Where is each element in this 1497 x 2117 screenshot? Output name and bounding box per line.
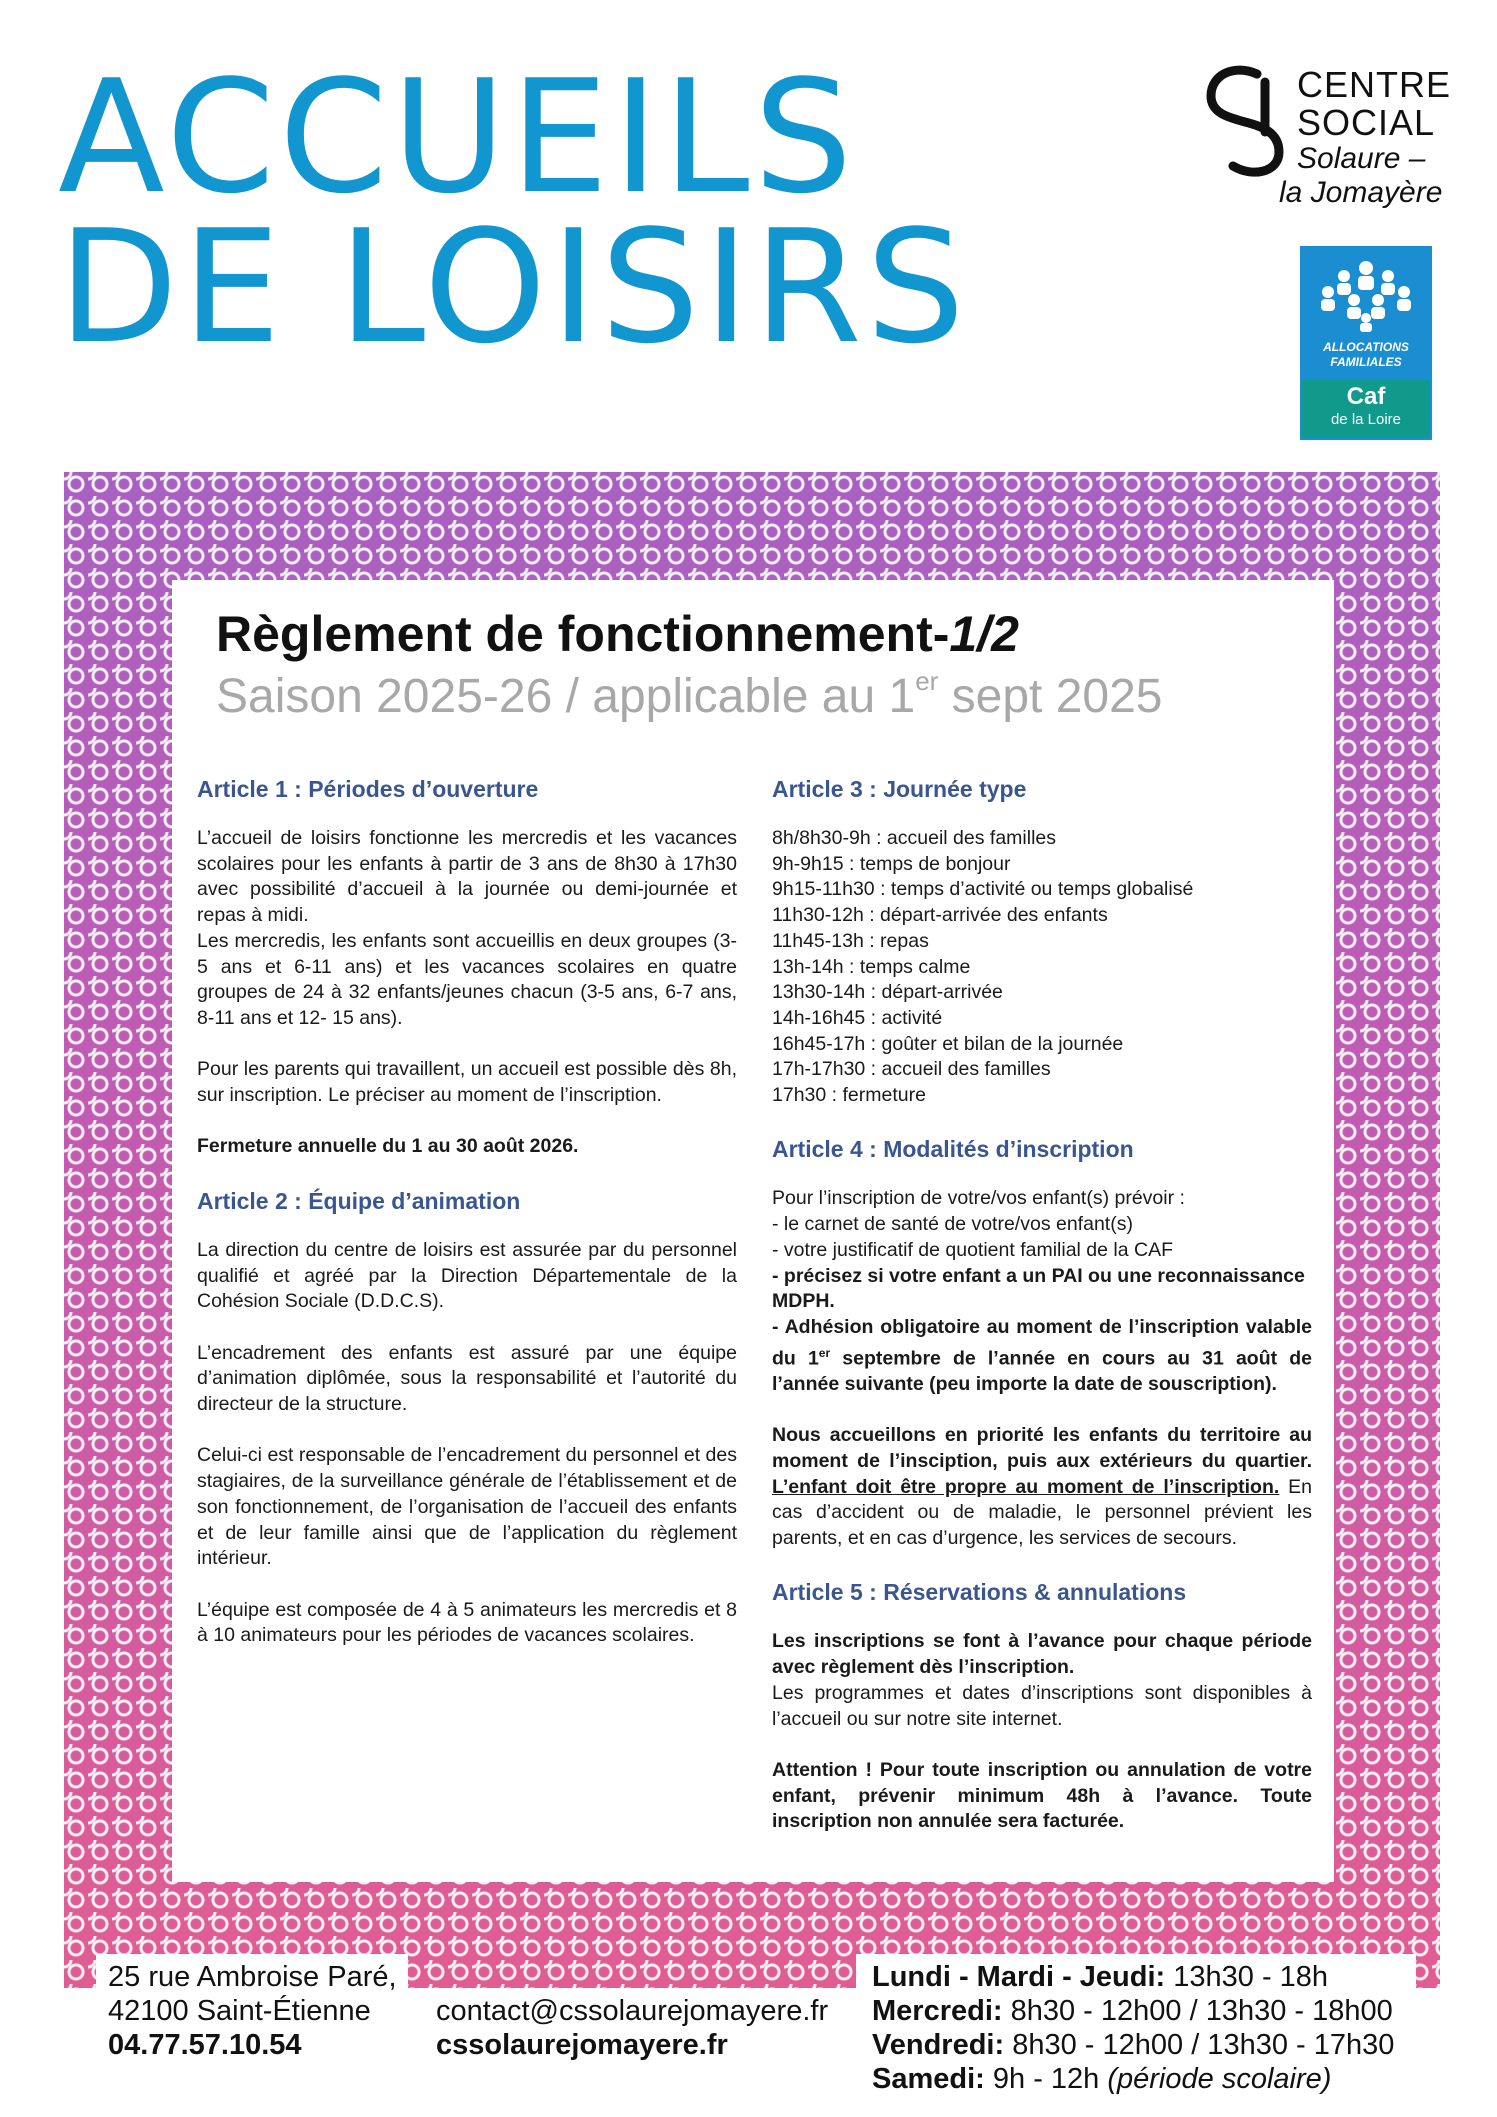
article1-heading: Article 1 : Périodes d’ouverture bbox=[197, 776, 539, 802]
document-subtitle bbox=[216, 668, 1163, 726]
cs-monogram-icon bbox=[1205, 62, 1285, 177]
logo-line-solaure: Solaure – bbox=[1297, 142, 1426, 175]
article5-p1 bbox=[772, 1629, 1312, 1732]
article4-list bbox=[772, 1186, 1312, 1397]
article1-p3: Pour les parents qui travaillent, un accueil est possible dès 8h, sur inscription. Le préciser au moment de l’inscription. bbox=[197, 1058, 737, 1107]
schedule-item: 9h-9h15 : temps de bonjour bbox=[772, 852, 1011, 875]
schedule-item: 9h15-11h30 : temps d’activité ou temps globalisé bbox=[772, 878, 1194, 901]
schedule-item: 17h-17h30 : accueil des familles bbox=[772, 1058, 1051, 1081]
caf-logo-blue-area bbox=[1302, 248, 1430, 380]
address-line1: 25 rue Ambroise Paré, bbox=[108, 1961, 397, 1993]
article4-intro: Pour l’inscription de votre/vos enfant(s) prévoir : bbox=[772, 1187, 1185, 1210]
document-title bbox=[216, 604, 1019, 664]
hours-time: 8h30 - 12h00 / 13h30 - 18h00 bbox=[1002, 1995, 1393, 2027]
hours-row bbox=[872, 2028, 1394, 2062]
subtitle-after: sept 2025 bbox=[938, 670, 1163, 723]
website-link[interactable]: cssolaurejomayere.fr bbox=[436, 2029, 728, 2061]
caf-region: de la Loire bbox=[1330, 411, 1402, 428]
article3-schedule bbox=[772, 826, 1312, 1109]
schedule-item: 17h30 : fermeture bbox=[772, 1084, 926, 1107]
centre-social-text bbox=[1279, 64, 1452, 210]
schedule-item: 13h30-14h : départ-arrivée bbox=[772, 981, 1003, 1004]
schedule-item: 13h-14h : temps calme bbox=[772, 955, 971, 978]
footer-opening-hours bbox=[872, 1960, 1394, 2096]
schedule-item: 11h30-12h : départ-arrivée des enfants bbox=[772, 904, 1108, 927]
schedule-item: 16h45-17h : goûter et bilan de la journée bbox=[772, 1032, 1124, 1055]
article5-p1-bold: Les inscriptions se font à l’avance pour chaque période avec règlement dès l’inscription. bbox=[772, 1630, 1312, 1679]
hours-day: Vendredi: bbox=[872, 2029, 1005, 2061]
article4-item4 bbox=[772, 1315, 1312, 1398]
footer-address bbox=[108, 1960, 397, 2062]
article4-item3: - précisez si votre enfant a un PAI ou une reconnaissance MDPH. bbox=[772, 1264, 1305, 1313]
article4-p2-rest: En cas d’accident ou de maladie, le personnel prévient les parents, et en cas d’urgence, les services de secours. bbox=[772, 1475, 1312, 1550]
right-column bbox=[772, 774, 1312, 1861]
main-title-line1: ACCUEILS bbox=[58, 46, 857, 228]
article4-item4-after: septembre de l’année en cours au 31 août de l’année suivante (peu importe la date de souscription). bbox=[772, 1347, 1312, 1395]
caf-familiales: FAMILIALES bbox=[1330, 355, 1402, 369]
article5-p2: Attention ! Pour toute inscription ou annulation de votre enfant, prévenir minimum 48h à l’avance. Toute inscription non annulée sera facturée. bbox=[772, 1758, 1312, 1833]
subtitle-sup: er bbox=[915, 666, 939, 696]
article4-p2-underline: L’enfant doit être propre au moment de l’inscription. bbox=[772, 1475, 1280, 1498]
hours-row bbox=[872, 2062, 1394, 2096]
article4-p2-bold: Nous accueillons en priorité les enfants du territoire au moment de l’insciption, puis aux extérieurs du quartier. bbox=[772, 1424, 1312, 1472]
article2-p3: Celui-ci est responsable de l’encadrement du personnel et des stagiaires, de la surveillance générale de l’établissement et de son fonctionnement, de l’organisation de l’accueil des enfants et de leur famille ainsi que de l’application du règlement intérieur. bbox=[197, 1444, 737, 1570]
hours-time: 9h - 12h bbox=[984, 2063, 1108, 2095]
logo-line-centre: CENTRE bbox=[1297, 64, 1452, 105]
article1-p2: Les mercredis, les enfants sont accueillis en deux groupes (3-5 ans et 6-11 ans) et les vacances scolaires en quatre groupes de 24 à 32 enfants/jeunes chacun (3-5 ans, 6-7 ans, 8-11 ans et 12- 15 ans). bbox=[197, 929, 737, 1029]
address-line2: 42100 Saint-Étienne bbox=[108, 1995, 371, 2027]
caf-allocations-text bbox=[1302, 340, 1430, 370]
main-title-line2: DE LOISIRS bbox=[58, 196, 969, 378]
article4-item4-sup: er bbox=[818, 1345, 831, 1360]
hours-time: 13h30 - 18h bbox=[1165, 1961, 1329, 1993]
hours-day: Lundi - Mardi - Jeudi: bbox=[872, 1961, 1166, 1993]
centre-social-logo bbox=[1205, 62, 1452, 222]
hours-day: Samedi: bbox=[872, 2063, 985, 2095]
article1-p4: Fermeture annuelle du 1 au 30 août 2026. bbox=[197, 1135, 579, 1158]
logo-line-jomayere: la Jomayère bbox=[1279, 176, 1443, 209]
hours-time: 8h30 - 12h00 / 13h30 - 17h30 bbox=[1004, 2029, 1395, 2061]
schedule-item: 14h-16h45 : activité bbox=[772, 1006, 943, 1029]
caf-allocations: ALLOCATIONS bbox=[1323, 340, 1409, 354]
caf-name: Caf bbox=[1346, 383, 1386, 410]
article1-p1: L’accueil de loisirs fonctionne les mercredis et les vacances scolaires pour les enfants à partir de 3 ans de 8h30 à 17h30 avec possibilité d’accueil à la journée ou demi-journée et repas à midi. bbox=[197, 827, 737, 927]
article5-heading: Article 5 : Réservations & annulations bbox=[772, 1579, 1187, 1606]
left-column bbox=[197, 774, 737, 1675]
hours-row bbox=[872, 1960, 1394, 1994]
schedule-item: 11h45-13h : repas bbox=[772, 929, 929, 952]
article2-p2: L’encadrement des enfants est assuré par une équipe d’animation diplômée, sous la responsabilité et l’autorité du directeur de la structure. bbox=[197, 1341, 737, 1415]
article4-p2 bbox=[772, 1423, 1312, 1552]
article2-p4: L’équipe est composée de 4 à 5 animateurs les mercredis et 8 à 10 animateurs pour les périodes de vacances scolaires. bbox=[197, 1598, 737, 1647]
hours-day: Mercredi: bbox=[872, 1995, 1003, 2027]
phone-number[interactable]: 04.77.57.10.54 bbox=[108, 2029, 302, 2061]
logo-line-social: SOCIAL bbox=[1297, 102, 1436, 143]
email-link[interactable]: contact@cssolaurejomayere.fr bbox=[436, 1995, 829, 2027]
article4-item2: - votre justificatif de quotient familial de la CAF bbox=[772, 1238, 1174, 1261]
document-title-main: Règlement de fonctionnement- bbox=[216, 606, 950, 662]
caf-logo-green-area bbox=[1302, 380, 1430, 438]
article2-p1: La direction du centre de loisirs est assurée par du personnel qualifié et agréé par la Direction Départementale de la Cohésion Sociale (D.D.C.S). bbox=[197, 1238, 737, 1313]
article5-p1-rest: Les programmes et dates d’inscriptions sont disponibles à l’accueil ou sur notre site internet. bbox=[772, 1681, 1312, 1730]
article4-heading: Article 4 : Modalités d’inscription bbox=[772, 1136, 1134, 1163]
caf-logo bbox=[1300, 246, 1432, 440]
article4-item4-before: - Adhésion obligatoire au moment de l’inscription valable du 1 bbox=[772, 1315, 1312, 1370]
article2-heading: Article 2 : Équipe d’animation bbox=[197, 1187, 521, 1214]
document-title-part: 1/2 bbox=[949, 606, 1019, 662]
article3-heading: Article 3 : Journée type bbox=[772, 776, 1027, 802]
caf-family-icon bbox=[1316, 258, 1416, 332]
hours-row bbox=[872, 1994, 1394, 2028]
main-title bbox=[58, 46, 969, 378]
article4-item1: - le carnet de santé de votre/vos enfant(s) bbox=[772, 1213, 1133, 1236]
subtitle-before: Saison 2025-26 / applicable au 1 bbox=[216, 670, 916, 723]
footer bbox=[0, 1960, 1497, 2117]
hours-note: (période scolaire) bbox=[1107, 2063, 1332, 2095]
footer-contact bbox=[436, 1994, 828, 2062]
schedule-item: 8h/8h30-9h : accueil des familles bbox=[772, 827, 1056, 849]
